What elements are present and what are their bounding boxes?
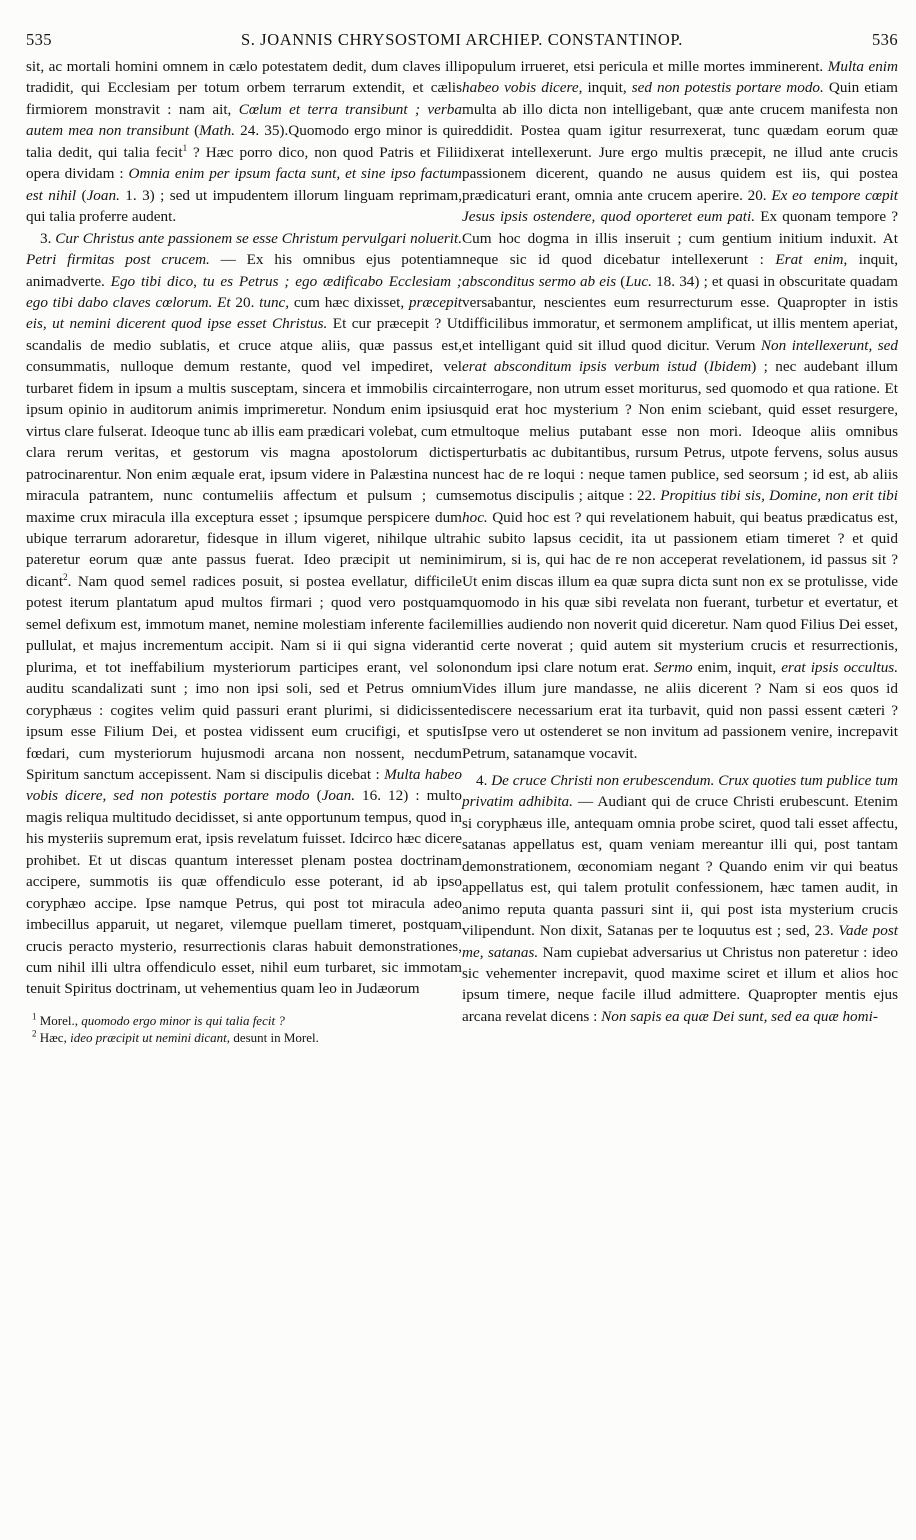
quote: Vade post me, satanas.	[462, 922, 898, 961]
text: Ex quonam tempore ? Cum hoc dogma in illis inseruit ; cum gentium initium induxit. At neque sic id quod dicebatur intellexerunt :	[462, 208, 898, 269]
quote: præcepit eis, ut nemini dicerent quod ipse esset Christus.	[26, 293, 463, 333]
quote: erat ipsis occultus.	[781, 658, 899, 676]
section-heading: Cur Christus ante passionem se esse Christum pervulgari noluerit. Petri firmitas post crucem.	[26, 229, 462, 269]
text: 20.	[230, 293, 260, 311]
section-number: 4.	[476, 771, 488, 789]
citation: Joan.	[86, 186, 120, 204]
text: (	[309, 787, 322, 805]
text: Morel.,	[36, 1012, 82, 1028]
text: . Nam quod semel radices posuit, si postea evellatur, difficile potest iterum plantatum apud multos firmari ; quod vero postquam semel defixum est, immotum manet, nemine molestiam inferente facile pullulat, et majus incrementum accipit. Nam si ii qui signa viderant plurima, et tot ineffabilium mysteriorum participes erant, vel solo auditu scandalizati sunt ; imo non ipsi soli, sed et Petrus omnium coryphæus : cogites velim quid passuri erant plurimi, si didicissent ipsum esse Filium Dei, et postea vidissent eum crucifigi, et sputis fœdari, cum mysteriorum hujusmodi arcana non nossent, necdum Spiritum sanctum accepissent. Nam si discipulis dicebat :	[26, 572, 462, 783]
page-number-right: 536	[872, 30, 898, 49]
citation: Luc.	[625, 272, 652, 290]
text: cum hæc dixisset,	[289, 293, 409, 311]
text-columns	[26, 56, 898, 1046]
paragraph	[26, 228, 462, 1000]
footnote-ref: 1	[182, 142, 188, 153]
footnotes	[26, 1012, 462, 1046]
text: — Audiant qui de cruce Christi erubescunt. Etenim si coryphæus ille, antequam omnia probe sciret, quod tali esset affectu, satanas appellatus est, quam veniam mereantur illi qui, post tantam demonstrationem, œconomiam negant ? Quando enim vir qui beatus appellatus est, qui talem protulit confessionem, hæc tamen audit, in animo reputa quanta passuri sint ii, qui post ista mysterium crucis vilipendunt. Non dixit, Satanas per te loquutus est ; sed, 23.	[462, 793, 898, 940]
quote: absconditus sermo ab eis	[462, 272, 617, 290]
quote: Omnia enim per ipsum facta sunt, et sine ipso factum est nihil	[26, 165, 462, 204]
quote: sed non potestis portare modo.	[631, 79, 824, 97]
footnote-ref: 2	[63, 571, 68, 582]
text: 16. 12) : multo magis reliqua multitudo decidisset, si ante opportunum tempus, quod in his mysteriis supremum erat, ipsis revelatum fuisset. Idcirco hæc dicere prohibet. Et ut discas quantum interesset plenam postea doctrinam accipere, summotis iis quæ offendiculo esse poterant, id ab ipso coryphæo accipe. Ipse namque Petrus, qui post tot miracula adeo imbecillus apparuit, ut negaret, vilemque puellam timeret, postquam crucis peracto mysterio, resurrectionis claras habuit demonstrationes, cum nihil illi ultra offendiculo esset, nihil eum turbaret, sic immotam tenuit Spiritus doctrinam, ut vehementius quam leo in Judæorum	[26, 787, 463, 998]
quote: Multa enim habeo vobis dicere,	[462, 58, 898, 97]
variant-reading: quomodo ergo minor is qui talia fecit ?	[81, 1012, 285, 1028]
quote: Non sapis ea quæ Dei sunt, sed ea quæ homi-	[601, 1007, 878, 1025]
page-number-left: 535	[26, 30, 52, 49]
citation: Math.	[199, 122, 236, 140]
quote: Sermo	[653, 658, 693, 676]
paragraph	[462, 56, 898, 764]
text: populum irrueret, etsi pericula et mille mortes imminerent.	[462, 58, 828, 75]
left-column	[26, 56, 462, 1046]
quote: Multa habeo vobis dicere, sed non potestis portare modo	[26, 765, 462, 805]
text: 18. 34) ; et quasi in obscuritate quadam versabantur, nescientes eum resurrecturum esse. Quapropter in istis difficilibus immoratur, et sermonem amplificat, ut illis mentem aperiat, et intelligant quid sit illud quod dicitur. Verum	[462, 272, 898, 354]
text: Quid hoc est ? qui revelationem habuit, qui beatus prædicatus est, hic subito lapsus cecidit, ita ut passionem etiam timeret ? et quid mirum, si is, qui hac de re non acceperat revelationem, id passus sit ? Ut enim discas illum ea quæ supra dicta sunt non ex se protulisse, vide quomodo in his quæ sibi revelata non fuerant, turbetur et evertatur, et millies audiendo non noverit quid diceretur. Nam quod Filius Dei esset, id certe noverat ; quid autem sit mysterium crucis et resurrectionis, nondum ipsi clare notum erat.	[462, 508, 898, 676]
text: (	[616, 272, 626, 290]
quote: Erat enim	[775, 251, 844, 269]
text: ) ; nec audebant illum interrogare, non utrum esset moriturus, sed quomodo et qua ratione. Et quid erat hoc mysterium ? Non enim sciebant, quid esset resurgere, multoque melius putabant esse non mori. Ideoque aliis omnibus perturbatis ac dubitantibus, rursum Petrus, utpote fervens, solus ausus est hac de re loqui : neque tamen publice, sed seorsum ; id est, ab aliis semotus discipulis ; aitque : 22.	[462, 358, 898, 505]
text: Hæc,	[36, 1029, 71, 1045]
text: Et cur præcepit ? Ut scandalis de medio sublatis, et cruce atque aliis, quæ passus est, consummatis, nulloque demum restante, quod vel impediret, vel turbaret fidem in ipsum a multis susceptam, sincera et immobilis circa ipsum opinio in auditorum animis imprimeretur. Nondum enim ipsius virtus clare fulserat. Ideoque tunc ab illis eam prædicari volebat, cum et clara rerum veritas, et gestorum vis magna apostolorum dictis patrocinarentur. Non enim æquale erat, ipsum videre in Palæstina nunc miracula patrantem, nunc contumeliis affectum et pulsum ; cum maxime crux miracula illa exceptura esset ; ipsumque perspicere dum ubique terrarum adoraretur, fidesque in illum vigeret, nihilque ultra pateretur eorum quæ ante passus fuerat. Ideo præcipit ut nemini dicant	[26, 315, 462, 590]
text: 24. 35).Quomodo ergo minor is qui talia dedit, qui talia fecit	[26, 122, 462, 161]
footnote-number: 2	[32, 1028, 37, 1039]
text: enim, inquit,	[692, 658, 782, 676]
citation: Joan.	[321, 787, 356, 805]
quote: tunc,	[259, 293, 290, 311]
quote: Ego tibi dico, tu es Petrus ; ego ædificabo Ecclesiam ; ego tibi dabo claves cœlorum. Et	[26, 272, 462, 311]
text: Vides illum jure mandasse, ne aliis dicerent ? Nam si eos quos id ediscere necessarium erat ita turbavit, quid non passi essent cæteri ? Ipse vero ut ostenderet se non invitum ad passionem venire, increpavit Petrum, satanamque vocavit.	[462, 680, 898, 762]
footnote	[26, 1012, 462, 1029]
paragraph	[462, 770, 898, 1027]
running-header	[26, 30, 898, 54]
quote: Ex eo tempore cœpit Jesus ipsis ostendere, quod oporteret eum pati.	[462, 186, 898, 226]
running-title: S. JOANNIS CHRYSOSTOMI ARCHIEP. CONSTANTINOP.	[240, 30, 684, 49]
text: , inquit,	[843, 251, 899, 269]
section-number: 3.	[40, 229, 52, 247]
text: 1. 3) ; sed ut impudentem illorum linguam reprimam, qui talia proferre audent.	[26, 186, 462, 226]
text: (	[76, 186, 87, 204]
text: (	[696, 358, 710, 376]
footnote-number: 1	[32, 1011, 37, 1022]
quote: Non intellexerunt, sed erat absconditum ipsis verbum istud	[462, 336, 898, 376]
quote: Propitius tibi sis, Domine, non erit tibi hoc.	[462, 487, 898, 526]
footnote	[26, 1029, 462, 1046]
section-heading: De cruce Christi non erubescendum. Crux quoties tum publice tum privatim adhibita.	[462, 771, 898, 811]
text: inquit,	[582, 79, 632, 97]
text: ? Hæc porro dico, non quod Patris et Filii opera dividam :	[26, 143, 462, 183]
variant-reading: ideo præcipit ut nemini dicant,	[70, 1029, 231, 1045]
right-column	[462, 56, 898, 1046]
citation: Ibidem	[709, 358, 752, 376]
text: (	[188, 122, 200, 140]
paragraph	[26, 56, 462, 228]
quote: Cœlum et terra transibunt ; verba autem mea non transibunt	[26, 100, 462, 140]
text: Quin etiam multa ab illo dicta non intelligebant, quæ ante crucem manifesta non reddidit. Postea quam igitur resurrexerat, tunc quædam eorum quæ dixerat intellexerunt. Jure ergo multis præcepit, ne illud ante crucis passionem dicerent, quando ne ausus quidem est iis, qui postea prædicaturi erant, omnia ante crucem aperire. 20.	[462, 79, 898, 204]
text: Nam cupiebat adversarius ut Christus non pateretur : ideo sic vehementer increpavit, quod maxime sciret et illum et alios hoc ipsum timere, neque facile illud admittere. Quapropter mentis ejus arcana revelat dicens :	[462, 943, 899, 1025]
text: sit, ac mortali homini omnem in cælo potestatem dedit, dum claves illi tradidit, qui Ecclesiam per totum orbem terrarum extendit, et cælis firmiorem monstravit : nam ait,	[26, 58, 462, 118]
text: desunt in Morel.	[230, 1029, 319, 1045]
text: — Ex his omnibus ejus potentiam animadverte.	[26, 251, 462, 290]
